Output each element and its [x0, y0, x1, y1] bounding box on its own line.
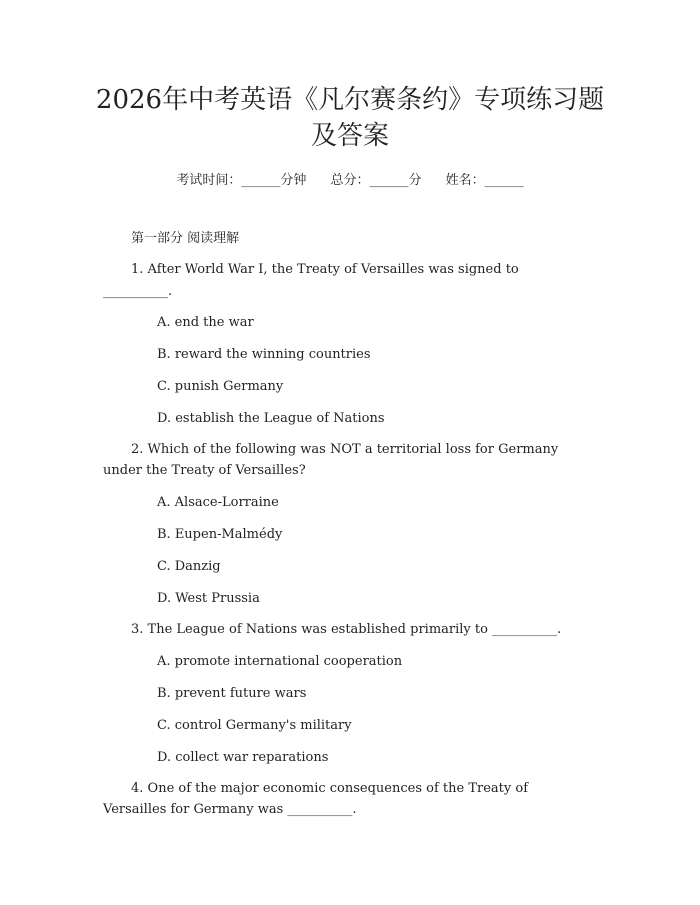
title-line-1: 2026年中考英语《凡尔赛条约》专项练习题: [95, 85, 605, 115]
section-heading: 第一部分 阅读理解: [131, 231, 240, 246]
score-field: 总分：______分: [330, 173, 422, 188]
question-2-option-d: D. West Prussia: [157, 591, 260, 606]
question-3-option-d: D. collect war reparations: [157, 750, 329, 765]
question-1-option-a: A. end the war: [157, 315, 254, 330]
exam-meta: [0, 169, 700, 188]
question-1-option-d: D. establish the League of Nations: [157, 411, 385, 426]
question-2-text: 2. Which of the following was NOT a territorial loss for Germany: [131, 442, 559, 457]
question-1-option-b: B. reward the winning countries: [157, 347, 371, 362]
question-2-text-cont: under the Treaty of Versailles?: [103, 463, 306, 478]
question-3-text: 3. The League of Nations was established primarily to __________.: [131, 622, 562, 637]
question-1-text: 1. After World War I, the Treaty of Versailles was signed to: [131, 262, 519, 277]
question-2-option-a: A. Alsace-Lorraine: [157, 495, 279, 510]
question-2-option-b: B. Eupen-Malmédy: [157, 527, 283, 542]
question-3-option-a: A. promote international cooperation: [157, 654, 403, 669]
question-1-option-c: C. punish Germany: [157, 379, 284, 394]
time-field: 考试时间：______分钟: [176, 173, 307, 188]
question-4-text: 4. One of the major economic consequences of the Treaty of: [131, 781, 529, 796]
name-field: 姓名：______: [445, 173, 524, 188]
question-3-option-c: C. control Germany's military: [157, 718, 352, 733]
question-1-text-cont: __________.: [103, 284, 173, 299]
question-2-option-c: C. Danzig: [157, 559, 221, 574]
question-4-text-cont: Versailles for Germany was __________.: [103, 802, 357, 817]
question-3-option-b: B. prevent future wars: [157, 686, 307, 701]
title-line-2: 及答案: [310, 121, 389, 151]
